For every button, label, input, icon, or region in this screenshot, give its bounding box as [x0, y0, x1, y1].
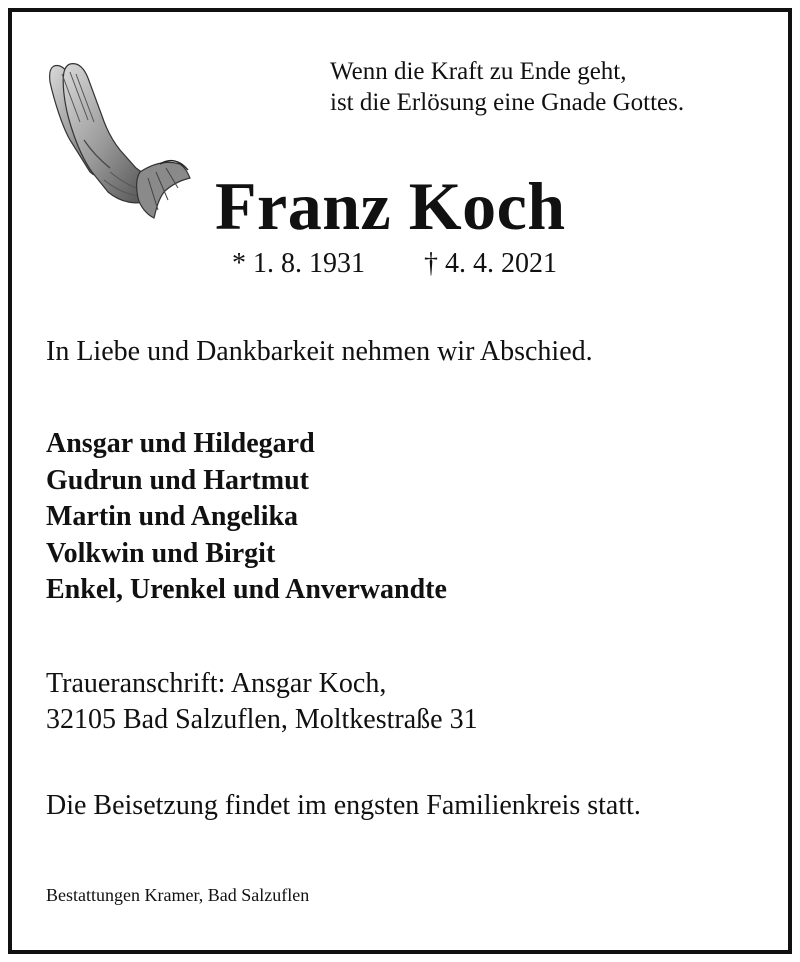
birth-date: * 1. 8. 1931 [232, 248, 365, 279]
praying-hands-icon [40, 60, 192, 222]
farewell-text: In Liebe und Dankbarkeit nehmen wir Abschied. [46, 336, 593, 367]
burial-notice: Die Beisetzung findet im engsten Familienkreis statt. [46, 790, 641, 821]
address-line-1: Traueranschrift: Ansgar Koch, [46, 668, 387, 699]
mourner-entry: Enkel, Urenkel und Anverwandte [46, 574, 447, 605]
undertaker-credit: Bestattungen Kramer, Bad Salzuflen [46, 885, 310, 905]
motto [330, 56, 684, 118]
mourner-entry: Martin und Angelika [46, 501, 299, 532]
mourner-entry: Gudrun und Hartmut [46, 464, 309, 496]
death-date: † 4. 4. 2021 [424, 248, 557, 279]
deceased-name: Franz Koch [215, 168, 566, 244]
mourners-list [46, 426, 447, 609]
mourning-address [46, 666, 478, 738]
mourner-entry: Ansgar und Hildegard [46, 428, 315, 459]
motto-line-1: Wenn die Kraft zu Ende geht, [330, 58, 627, 85]
mourner-entry: Volkwin und Birgit [46, 537, 276, 569]
address-line-2: 32105 Bad Salzuflen, Moltkestraße 31 [46, 704, 478, 735]
motto-line-2: ist die Erlösung eine Gnade Gottes. [330, 89, 685, 116]
